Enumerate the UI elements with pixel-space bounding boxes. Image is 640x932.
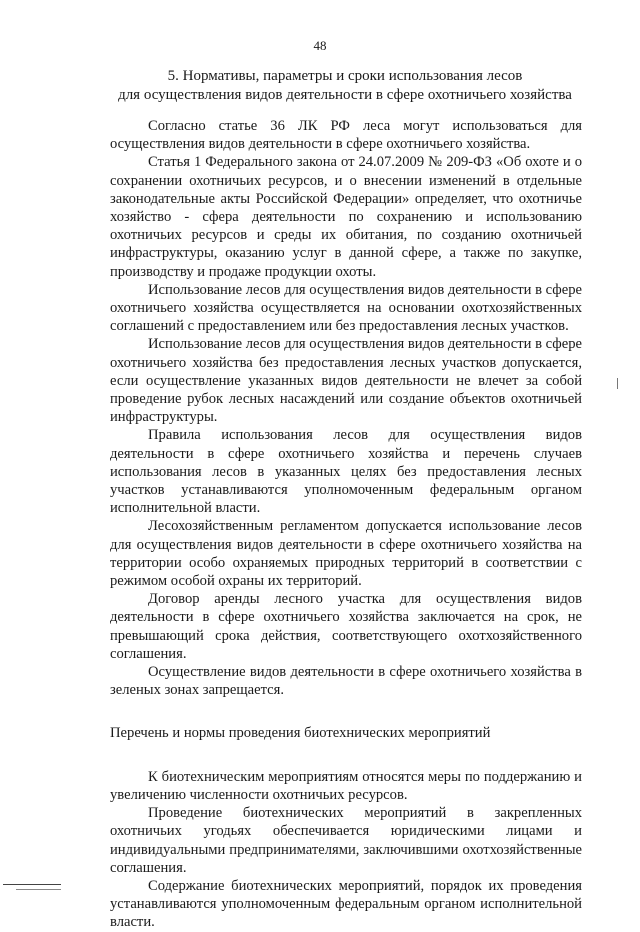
paragraph: Использование лесов для осуществления видов деятельности в сфере охотничьего хозяйства без предоставления лесных участков допускается, если осуществление указанных видов деятельности не влечет за собой проведение рубок лесных насаждений или создание объектов охотничьей инфраструктуры. <box>110 336 582 426</box>
paragraph: Правила использования лесов для осуществления видов деятельности в сфере охотничьего хозяйства и перечень случаев использования лесов в указанных целях без предоставления лесных участков устанавливаются уполномоченным федеральным органом исполнительной власти. <box>110 427 582 517</box>
paragraph: Использование лесов для осуществления видов деятельности в сфере охотничьего хозяйства осуществляется на основании охотхозяйственных соглашений с предоставлением или без предоставления лесных участков. <box>110 281 582 335</box>
document-body <box>110 117 582 932</box>
section-heading-line-2: для осуществления видов деятельности в сфере охотничьего хозяйства <box>118 86 572 103</box>
section-heading-line-1: 5. Нормативы, параметры и сроки использования лесов <box>167 68 523 84</box>
footer-rule-secondary <box>16 889 61 890</box>
footer-rule <box>3 884 61 885</box>
paragraph: Согласно статье 36 ЛК РФ леса могут использоваться для осуществления видов деятельности в сфере охотничьего хозяйства. <box>110 118 582 153</box>
paragraph: Лесохозяйственным регламентом допускается использование лесов для осуществления видов деятельности в сфере охотничьего хозяйства на территории особо охраняемых природных территорий в соответствии с режимом особой охраны их территорий. <box>110 518 582 590</box>
margin-mark <box>617 378 618 389</box>
section-heading <box>100 67 590 104</box>
paragraph: Договор аренды лесного участка для осуществления видов деятельности в сфере охотничьего хозяйства заключается на срок, не превышающий срока действия, соответствующего охотхозяйственного соглашения. <box>110 591 582 662</box>
paragraph: Статья 1 Федерального закона от 24.07.2009 № 209-ФЗ «Об охоте и о сохранении охотничьих ресурсов, и о внесении изменений в отдельные законодательные акты Российской Федерации» определяет, что охотничье хозяйство - сфера деятельности по сохранению и использованию охотничьих ресурсов и среды их обитания, по созданию охотничьей инфраструктуры, оказанию услуг в данной сфере, а также по закупке, производству и продаже продукции охоты. <box>110 154 582 280</box>
paragraph: Проведение биотехнических мероприятий в закрепленных охотничьих угодьях обеспечивается юридическими лицами и индивидуальными предпринимателями, заключившими охотхозяйственные соглашения. <box>110 805 582 876</box>
subsection-heading: Перечень и нормы проведения биотехнических мероприятий <box>110 724 491 741</box>
page-number: 48 <box>313 38 327 53</box>
paragraph: Осуществление видов деятельности в сфере охотничьего хозяйства в зеленых зонах запрещается. <box>110 664 582 699</box>
paragraph: К биотехническим мероприятиям относятся меры по поддержанию и увеличению численности охотничьих ресурсов. <box>110 768 582 803</box>
paragraph: Содержание биотехнических мероприятий, порядок их проведения устанавливаются уполномоченным федеральным органом исполнительной власти. <box>110 877 582 931</box>
